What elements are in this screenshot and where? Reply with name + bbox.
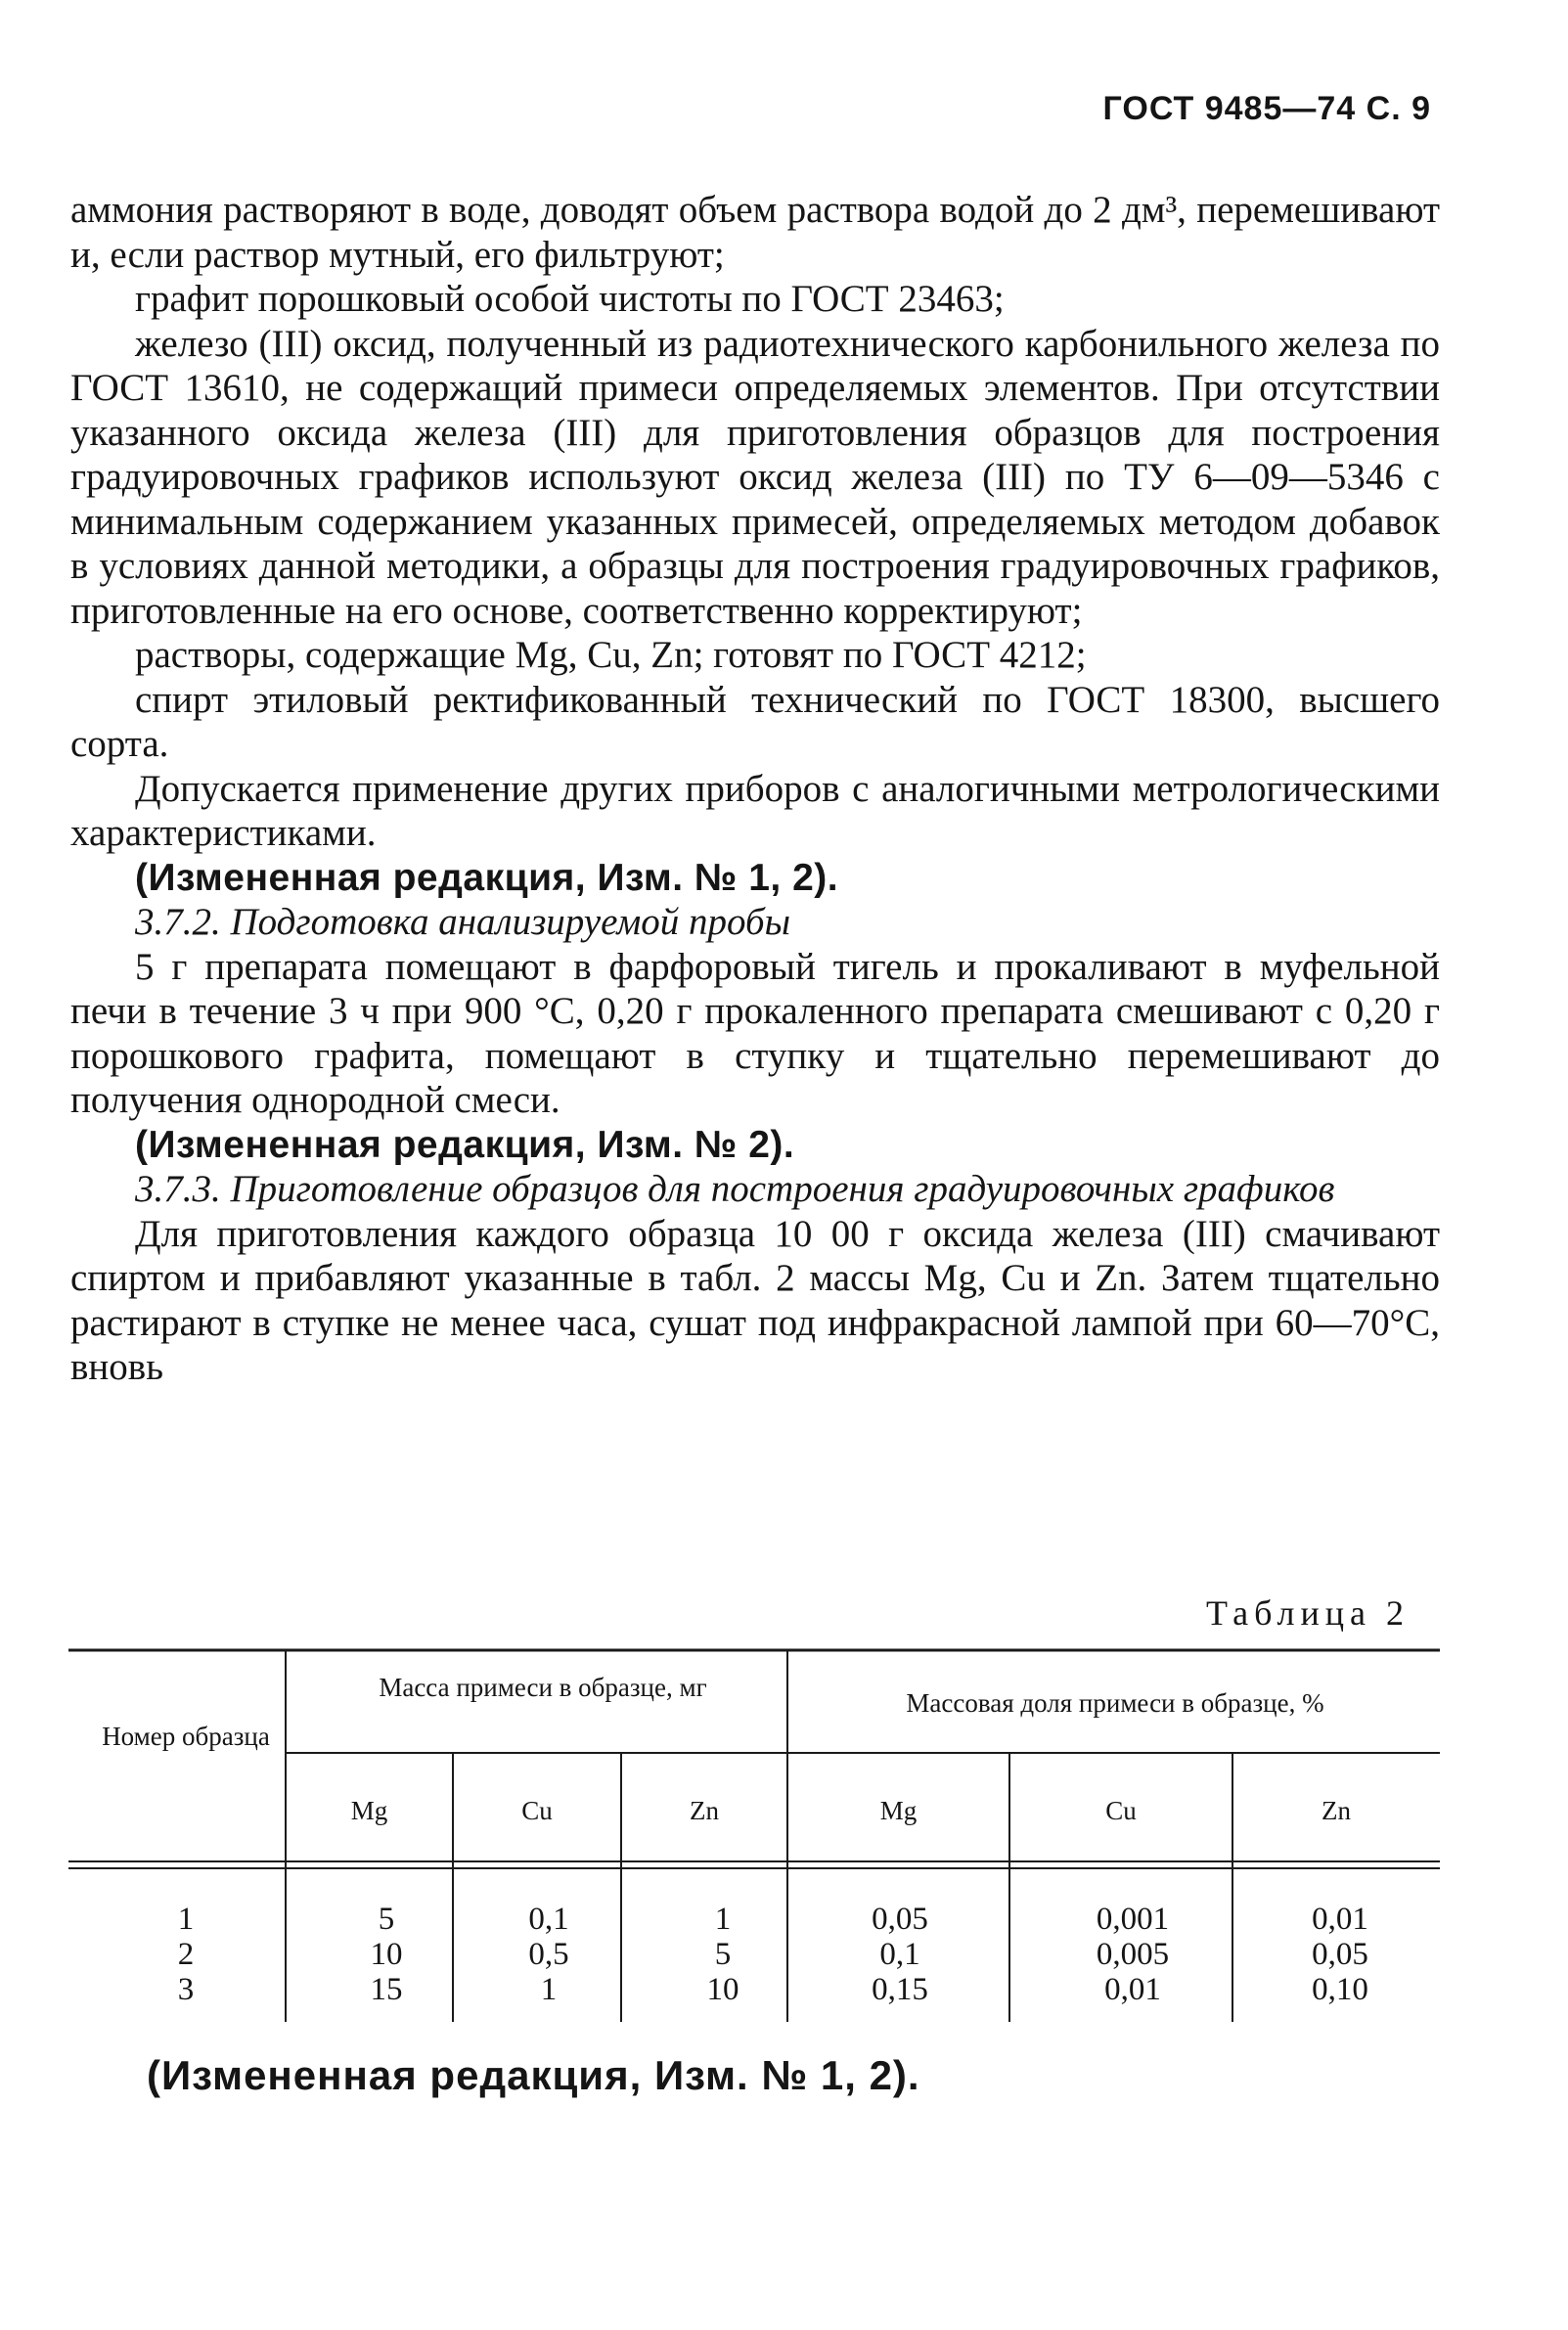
amendment-note-footer: (Измененная редакция, Изм. № 1, 2). [147, 2052, 920, 2098]
table-cell: 0,15 [872, 1972, 928, 2007]
table-cell: 5 [714, 1937, 732, 1972]
table-caption: Таблица 2 [1206, 1593, 1410, 1633]
subheader-fraction-mg: Mg [879, 1796, 918, 1825]
subheader-mass-cu: Cu [521, 1796, 553, 1825]
subheader-mass-mg: Mg [350, 1796, 388, 1825]
table-cell: 0,005 [1096, 1937, 1170, 1972]
table-cell: 1 [714, 1902, 732, 1937]
header-impurity-mass: Масса примеси в образце, мг [379, 1673, 707, 1702]
header-mass-fraction: Массовая доля примеси в образце, % [906, 1688, 1324, 1718]
column-fraction-mg [822, 1902, 978, 2007]
table-cell: 5 [378, 1902, 395, 1937]
column-mass-zn [650, 1902, 796, 2007]
table-cell: 0,01 [1312, 1902, 1368, 1937]
column-fraction-cu [1054, 1902, 1211, 2007]
paragraph: 5 г препарата помещают в фарфоровый тигель и прокаливают в муфельной печи в течение 3 ч при 900 °С, 0,20 г прокаленного препарата смешивают с 0,20 г порошкового графита, помещают в ступку и тщательно перемешивают до получения однородной смеси. [70, 945, 1440, 1121]
table-cell: 2 [177, 1937, 195, 1972]
column-mass-mg [313, 1902, 460, 2007]
section-heading: 3.7.2. Подготовка анализируемой пробы [135, 901, 791, 943]
subheader-fraction-zn: Zn [1322, 1796, 1351, 1825]
header-sample-number: Номер образца [102, 1722, 270, 1751]
table-cell: 0,001 [1096, 1902, 1170, 1937]
amendment-note: (Измененная редакция, Изм. № 2). [135, 1123, 795, 1166]
column-mass-cu [475, 1902, 622, 2007]
table-cell: 15 [370, 1972, 403, 2007]
table-cell: 1 [177, 1902, 195, 1937]
paragraph: графит порошковый особой чистоты по ГОСТ 23463; [135, 278, 1005, 320]
table-cell: 0,01 [1104, 1972, 1161, 2007]
table-cell: 0,1 [879, 1937, 920, 1972]
table-cell: 3 [177, 1972, 195, 2007]
paragraph: растворы, содержащие Mg, Cu, Zn; готовят по ГОСТ 4212; [135, 634, 1087, 676]
table-cell: 0,05 [872, 1902, 928, 1937]
table-cell: 0,1 [528, 1902, 569, 1937]
section-heading: 3.7.3. Приготовление образцов для построения градуировочных графиков [135, 1168, 1335, 1210]
paragraph: аммония растворяют в воде, доводят объем раствора водой до 2 дм³, перемешивают и, если раствор мутный, его фильтруют; [70, 189, 1440, 276]
table-cell: 10 [706, 1972, 739, 2007]
page-header: ГОСТ 9485—74 С. 9 [1102, 90, 1431, 127]
paragraph: Допускается применение других приборов с аналогичными метрологическими характеристиками. [70, 767, 1440, 854]
subheader-mass-zn: Zn [690, 1796, 719, 1825]
column-fraction-zn [1262, 1902, 1418, 2007]
paragraph: железо (III) оксид, полученный из радиотехнического карбонильного железа по ГОСТ 13610, не содержащий примеси определяемых элементов. При отсутствии указанного оксида железа (III) для приготовления образцов для построения градуировочных графиков используют оксид железа (III) по ТУ 6—09—5346 с минимальным содержанием указанных примесей, определяемых методом добавок в условиях данной методики, а образцы для построения градуировочных графиков, приготовленные на его основе, соответственно корректируют; [70, 322, 1440, 632]
amendment-note: (Измененная редакция, Изм. № 1, 2). [135, 856, 839, 899]
column-sample-number [137, 1902, 235, 2007]
table-cell: 10 [370, 1937, 403, 1972]
table-cell: 1 [540, 1972, 558, 2007]
paragraph: Для приготовления каждого образца 10 00 г оксида железа (III) смачивают спиртом и прибавляют указанные в табл. 2 массы Mg, Cu и Zn. Затем тщательно растирают в ступке не менее часа, сушат под инфракрасной лампой при 60—70°С, вновь [70, 1212, 1440, 1388]
subheader-fraction-cu: Cu [1105, 1796, 1137, 1825]
table-cell: 0,10 [1312, 1972, 1368, 2007]
table-cell: 0,05 [1312, 1937, 1368, 1972]
paragraph: спирт этиловый ректификованный технический по ГОСТ 18300, высшего сорта. [70, 678, 1440, 765]
table-cell: 0,5 [528, 1937, 569, 1972]
